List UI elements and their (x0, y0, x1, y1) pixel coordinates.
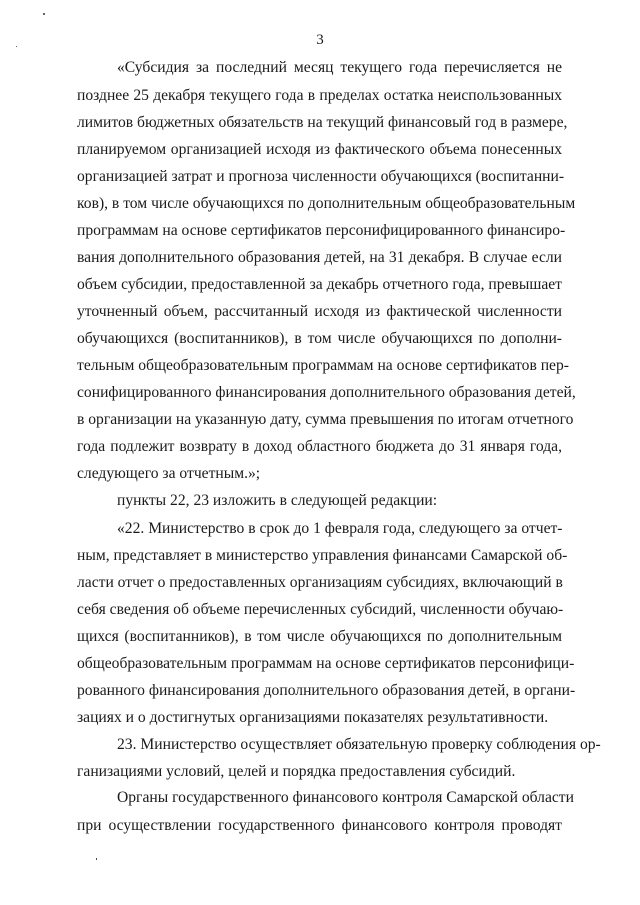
page-number: 3 (316, 32, 324, 48)
text-line: 23. Министерство осуществляет обязательную проверку соблюдения ор- (117, 736, 601, 753)
text-line: планируемом организацией исходя из фактического объема понесенных (77, 141, 562, 158)
text-line: себя сведения об объеме перечисленных субсидий, численности обучаю- (77, 601, 564, 618)
text-line: лимитов бюджетных обязательств на текущий финансовый год в размере, (77, 114, 568, 131)
text-line: «22. Министерство в срок до 1 февраля года, следующего за отчет- (117, 520, 563, 537)
text-line: вания дополнительного образования детей, на 31 декабря. В случае если (77, 249, 562, 266)
text-line: ков), в том числе обучающихся по дополнительным общеобразовательным (77, 195, 576, 212)
text-line: при осуществлении государственного финансового контроля проводят (77, 817, 562, 834)
text-line: «Субсидия за последний месяц текущего года перечисляется не (117, 59, 562, 76)
scan-speck (43, 13, 45, 15)
text-line: объем субсидии, предоставленной за декабрь отчетного года, превышает (77, 276, 562, 293)
text-line: сонифицированного финансирования дополнительного образования детей, (77, 384, 576, 401)
text-line: позднее 25 декабря текущего года в пределах остатка неиспользованных (77, 87, 562, 104)
text-line: обучающихся (воспитанников), в том числе обучающихся по дополни- (77, 330, 562, 347)
scan-speck (96, 858, 97, 860)
text-line: организацией затрат и прогноза численности обучающихся (воспитанни- (77, 168, 565, 185)
text-line: в организации на указанную дату, сумма превышения по итогам отчетного (77, 411, 574, 428)
text-line: ласти отчет о предоставленных организациям субсидиях, включающий в (77, 574, 563, 591)
text-line: зациях и о достигнутых организациями показателях результативности. (77, 709, 549, 726)
text-line: тельным общеобразовательным программам на основе сертификатов пер- (77, 357, 569, 374)
text-line: уточненный объем, рассчитанный исходя из фактической численности (77, 303, 562, 320)
text-line: общеобразовательным программам на основе сертификатов персонифици- (77, 655, 575, 672)
text-line: ным, представляет в министерство управления финансами Самарской об- (77, 547, 568, 564)
text-line: щихся (воспитанников), в том числе обучающихся по дополнительным (77, 628, 562, 645)
text-line: рованного финансирования дополнительного образования детей, в органи- (77, 682, 576, 699)
text-line: следующего за отчетным.»; (77, 465, 261, 482)
text-line: программам на основе сертификатов персонифицированного финансиро- (77, 222, 566, 239)
scan-speck (16, 46, 17, 47)
text-line: пункты 22, 23 изложить в следующей редакции: (117, 492, 438, 509)
text-line: года подлежит возврату в доход областного бюджета до 31 января года, (77, 438, 562, 455)
text-line: ганизациями условий, целей и порядка предоставления субсидий. (77, 763, 516, 780)
text-line: Органы государственного финансового контроля Самарской области (117, 789, 574, 806)
